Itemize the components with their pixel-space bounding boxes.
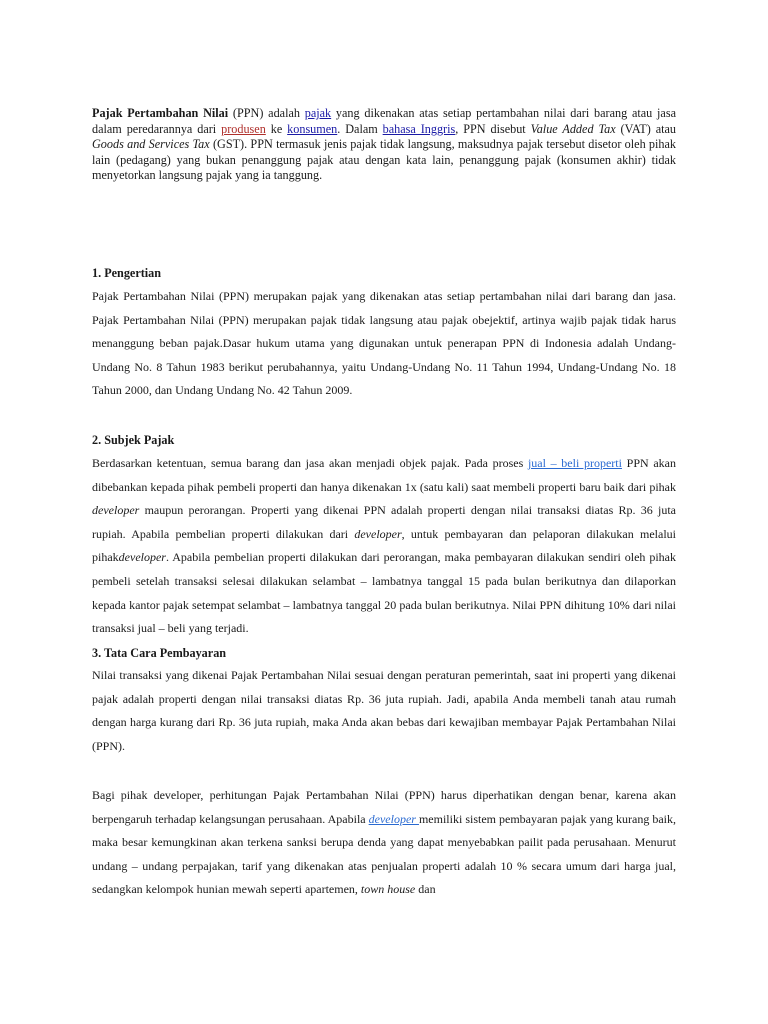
tata-cara-text: Bagi pihak developer, perhitungan Pajak Pertambahan Nilai (PPN) harus diperhatikan dengan benar, karena akan berpengaruh terhadap kelangsungan perusahaan. Apabila (92, 788, 676, 826)
link-produsen[interactable]: produsen (221, 121, 266, 136)
link-developer[interactable]: developer (368, 811, 419, 826)
subjek-text: , untuk pembayaran dan pelaporan dilakukan melalui pihak (92, 526, 676, 565)
tata-cara-text: dan (415, 882, 436, 897)
heading-subjek-pajak: 2. Subjek Pajak (92, 433, 175, 447)
intro-text: yang dikenakan atas setiap pertambahan nilai dari barang atau jasa dalam peredarannya dari (92, 106, 676, 136)
subjek-text: PPN akan dibebankan kepada pihak pembeli properti dan hanya dikenakan 1x (satu kali) saat membeli properti baru baik dari pihak (92, 456, 676, 494)
intro-text: (GST). PPN termasuk jenis pajak tidak langsung, maksudnya pajak tersebut disetor oleh pihak lain (pedagang) yang bukan penanggung pajak atau dengan kata lain, penanggung pajak (konsumen akhir) tidak menyetorkan langsung pajak yang ia tanggung. (92, 137, 677, 183)
link-bahasa-inggris[interactable]: bahasa Inggris (382, 121, 456, 136)
intro-text: (VAT) atau (615, 121, 676, 136)
vat-term: Value Added Tax (530, 121, 616, 136)
developer-term: developer (92, 503, 140, 518)
intro-text: (PPN) adalah (228, 106, 305, 120)
intro-paragraph (92, 106, 676, 184)
link-pajak[interactable]: pajak (304, 106, 332, 120)
subjek-pajak-paragraph (92, 452, 676, 641)
tata-cara-text: memiliki sistem pembayaran pajak yang kurang baik, maka besar kemungkinan akan terkena sanksi berupa denda yang dapat menyebabkan pailit pada perusahaan. Menurut undang – undang perpajakan, tarif yang dikenakan atas penjualan properti adalah 10 % secara umum dari harga jual, sedangkan kelompok hunian mewah seperti apartemen, (92, 811, 676, 897)
intro-text: ke (265, 121, 288, 136)
link-jual-beli-properti[interactable]: jual – beli properti (527, 456, 622, 470)
tata-cara-paragraph-1: Nilai transaksi yang dikenai Pajak Pertambahan Nilai sesuai dengan peraturan pemerintah, saat ini properti yang dikenai pajak adalah properti dengan nilai transaksi diatas Rp. 36 juta rupiah. Jadi, apabila Anda membeli tanah atau rumah dengan harga kurang dari Rp. 36 juta rupiah, maka Anda akan bebas dari kewajiban membayar Pajak Pertambahan Nilai (PPN). (92, 668, 676, 753)
subjek-text: maupun perorangan. Properti yang dikenai PPN adalah properti dengan nilai transaksi diatas Rp. 36 juta rupiah. Apabila pembelian properti dilakukan dari (92, 503, 676, 541)
subjek-text: . Apabila pembelian properti dilakukan dari perorangan, maka pembayaran dilakukan sendiri oleh pihak pembeli setelah transaksi selesai dilakukan selambat – lambatnya tanggal 15 pada bulan berikutnya dan dilaporkan kepada kantor pajak setempat selambat – lambatnya tanggal 20 pada bulan berikutnya. Nilai PPN dihitung 10% dari nilai transaksi jual – beli yang terjadi. (92, 550, 676, 636)
link-konsumen[interactable]: konsumen (287, 121, 338, 136)
tata-cara-paragraph-2 (92, 784, 676, 902)
heading-pengertian: 1. Pengertian (92, 266, 162, 280)
developer-term: developer (118, 550, 166, 565)
intro-text: . Dalam (337, 121, 383, 136)
developer-term: developer (354, 526, 402, 541)
intro-text: , PPN disebut (455, 121, 531, 136)
intro-term: Pajak Pertambahan Nilai (92, 106, 229, 120)
gst-term: Goods and Services Tax (92, 137, 210, 152)
town-house-term: town house (360, 882, 416, 897)
heading-tata-cara: 3. Tata Cara Pembayaran (92, 646, 227, 660)
subjek-text: Berdasarkan ketentuan, semua barang dan jasa akan menjadi objek pajak. Pada proses (92, 456, 528, 470)
pengertian-paragraph: Pajak Pertambahan Nilai (PPN) merupakan pajak yang dikenakan atas setiap pertambahan nilai dari barang dan jasa. Pajak Pertambahan Nilai (PPN) merupakan pajak tidak langsung atau pajak obejektif, artinya wajib pajak tidak harus menanggung beban pajak.Dasar hukum utama yang digunakan untuk penerapan PPN di Indonesia adalah Undang-Undang No. 8 Tahun 1983 berikut perubahannya, yaitu Undang-Undang No. 11 Tahun 1994, Undang-Undang No. 18 Tahun 2000, dan Undang Undang No. 42 Tahun 2009. (92, 289, 676, 398)
